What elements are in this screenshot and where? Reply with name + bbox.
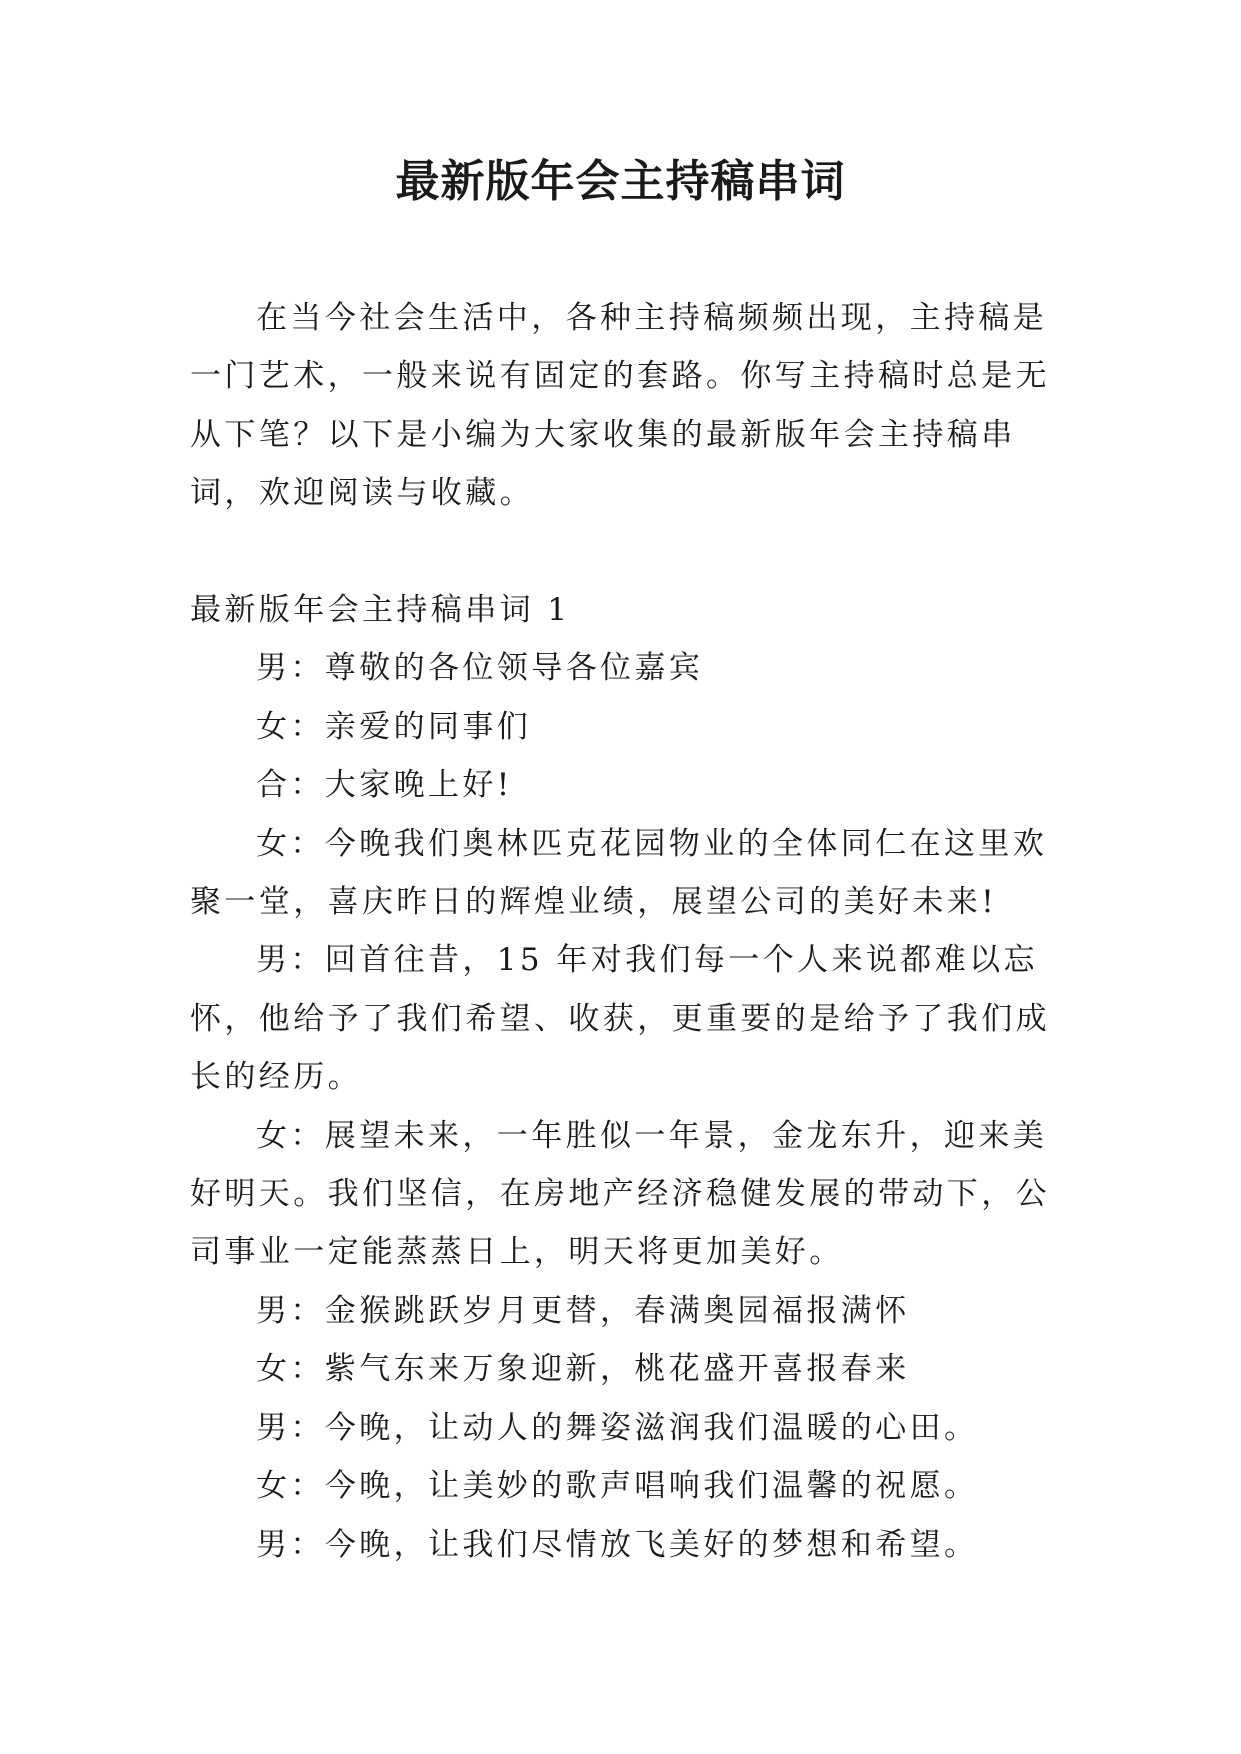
dialogue-line: 男：今晚，让动人的舞姿滋润我们温暖的心田。 bbox=[256, 1409, 979, 1446]
dialogue-line: 女：紫气东来万象迎新，桃花盛开喜报春来 bbox=[256, 1351, 910, 1388]
dialogue-line: 男：回首往昔，15 年对我们每一个人来说都难以忘怀，他给予了我们希望、收获，更重要的是给予了我们成长的经历。 bbox=[190, 942, 1050, 1096]
dialogue-line: 女：今晚我们奥林匹克花园物业的全体同仁在这里欢聚一堂，喜庆昨日的辉煌业绩，展望公司的美好未来! bbox=[190, 825, 1048, 921]
intro-paragraph: 在当今社会生活中，各种主持稿频频出现，主持稿是一门艺术，一般来说有固定的套路。你写主持稿时总是无从下笔？以下是小编为大家收集的最新版年会主持稿串词，欢迎阅读与收藏。 bbox=[190, 300, 1050, 512]
section-title: 最新版年会主持稿串词 1 bbox=[190, 592, 571, 629]
dialogue-line: 女：亲爱的同事们 bbox=[256, 708, 532, 745]
dialogue-line: 男：尊敬的各位领导各位嘉宾 bbox=[256, 650, 704, 687]
dialogue-line: 女：展望未来，一年胜似一年景，金龙东升，迎来美好明天。我们坚信，在房地产经济稳健发展的带动下，公司事业一定能蒸蒸日上，明天将更加美好。 bbox=[190, 1117, 1050, 1271]
dialogue-line: 合：大家晚上好! bbox=[256, 767, 513, 804]
document-body bbox=[190, 289, 1060, 1574]
document-title: 最新版年会主持稿串词 bbox=[395, 156, 846, 207]
paragraph-gap bbox=[190, 523, 1060, 581]
dialogue-line: 男：今晚，让我们尽情放飞美好的梦想和希望。 bbox=[256, 1526, 979, 1563]
dialogue-line: 女：今晚，让美妙的歌声唱响我们温馨的祝愿。 bbox=[256, 1468, 979, 1505]
dialogue-line: 男：金猴跳跃岁月更替，春满奥园福报满怀 bbox=[256, 1292, 910, 1329]
